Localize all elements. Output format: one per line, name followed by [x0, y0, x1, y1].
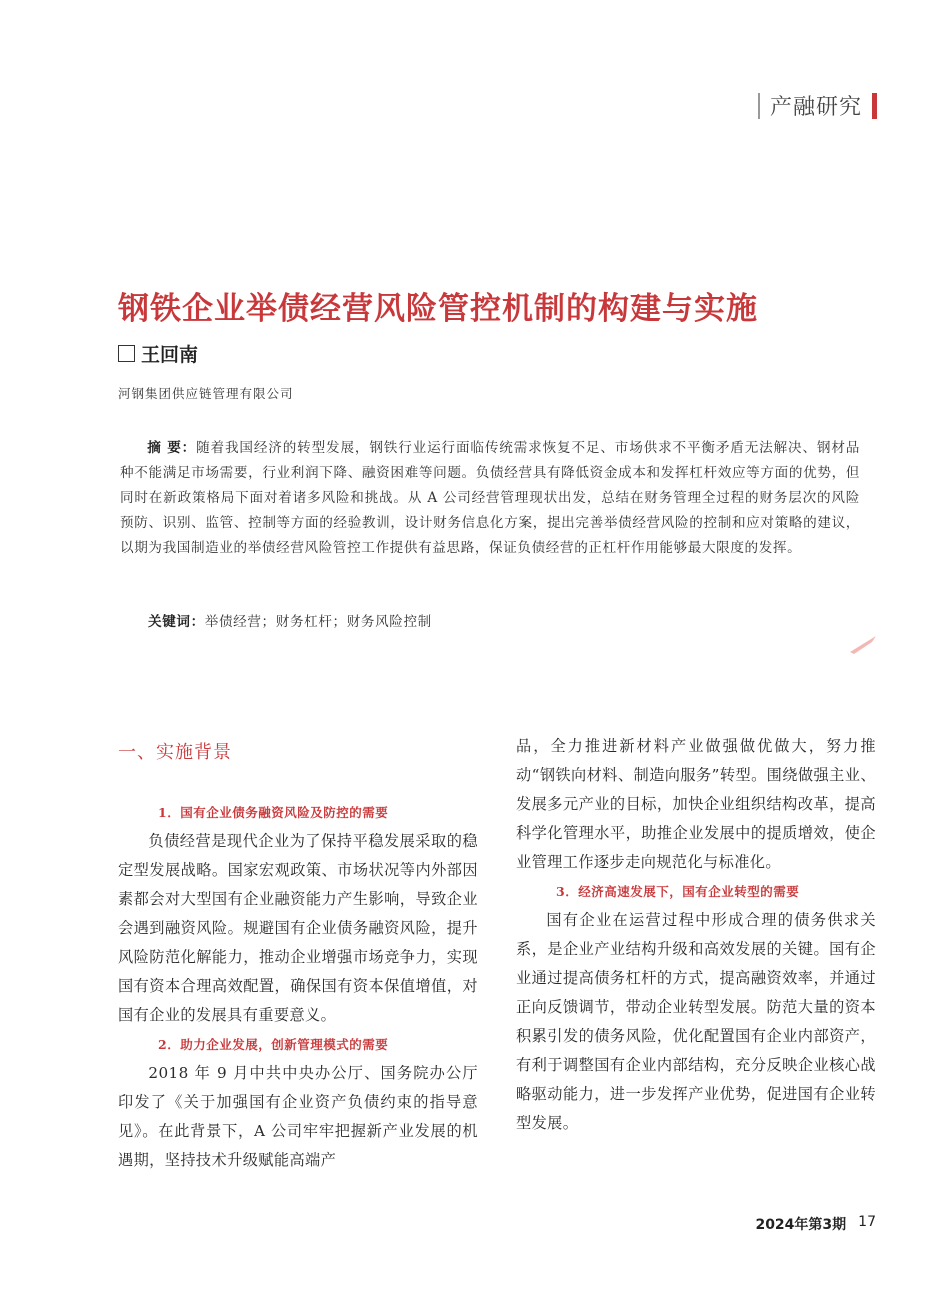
right-column	[516, 732, 876, 1138]
page-number: 17	[858, 1214, 876, 1230]
author-line	[118, 340, 198, 367]
page-footer	[755, 1214, 876, 1234]
paragraph-2: 2018 年 9 月中共中央办公厅、国务院办公厅印发了《关于加强国有企业资产负债约束的指导意见》。在此背景下，A 公司牢牢把握新产业发展的机遇期，坚持技术升级赋能高端产	[118, 1064, 478, 1169]
issue-label: 2024年第3期	[755, 1217, 847, 1233]
subsection-heading-2: 2．助力企业发展，创新管理模式的需要	[158, 1037, 389, 1052]
paragraph-1: 负债经营是现代企业为了保持平稳发展采取的稳定型发展战略。国家宏观政策、市场状况等内外部因素都会对大型国有企业融资能力产生影响，导致企业会遇到融资风险。规避国有企业债务融资风险，提升风险防范化解能力，推动企业增强市场竞争力，实现国有资本合理高效配置，确保国有资本保值增值，对国有企业的发展具有重要意义。	[118, 832, 478, 1024]
subsection-heading-3: 3．经济高速发展下，国有企业转型的需要	[556, 884, 800, 899]
subsection-heading-1: 1．国有企业债务融资风险及防控的需要	[158, 805, 389, 820]
keywords-label: 关键词：	[148, 614, 205, 630]
corner-decoration-icon	[850, 636, 876, 654]
paragraph-3: 国有企业在运营过程中形成合理的债务供求关系，是企业产业结构升级和高效发展的关键。国有企业通过提高债务杠杆的方式，提高融资效率，并通过正向反馈调节，带动企业转型发展。防范大量的资本积累引发的债务风险，优化配置国有企业内部资产，有利于调整国有企业内部结构，充分反映企业核心战略驱动能力，进一步发挥产业优势，促进国有企业转型发展。	[516, 911, 876, 1132]
keywords	[148, 610, 432, 630]
column-tag	[758, 90, 877, 121]
keywords-text: 举债经营；财务杠杆；财务风险控制	[204, 614, 432, 630]
left-column	[118, 738, 478, 1175]
column-accent-bar	[872, 93, 877, 119]
column-divider	[758, 93, 760, 119]
column-name: 产融研究	[769, 95, 862, 120]
abstract-text: 随着我国经济的转型发展，钢铁行业运行面临传统需求恢复不足、市场供求不平衡矛盾无法解决、钢材品种不能满足市场需要，行业利润下降、融资困难等问题。负债经营具有降低资金成本和发挥杠杆效应等方面的优势，但同时在新政策格局下面对着诸多风险和挑战。从 A 公司经营管理现状出发，总结在财务管理全过程的财务层次的风险预防、识别、监管、控制等方面的经验教训，设计财务信息化方案，提出完善举债经营风险的控制和应对策略的建议，以期为我国制造业的举债经营风险管控工作提供有益思路，保证负债经营的正杠杆作用能够最大限度的发挥。	[120, 440, 860, 556]
paragraph-2-continued: 品，全力推进新材料产业做强做优做大，努力推动“钢铁向材料、制造向服务”转型。围绕做强主业、发展多元产业的目标，加快企业组织结构改革，提高科学化管理水平，助推企业发展中的提质增效，使企业管理工作逐步走向规范化与标准化。	[516, 737, 876, 871]
author-box-icon	[118, 345, 135, 362]
author-name: 王回南	[141, 344, 199, 366]
article-title: 钢铁企业举债经营风险管控机制的构建与实施	[118, 291, 758, 327]
section-heading: 一、实施背景	[118, 742, 232, 763]
abstract-label: 摘 要：	[147, 440, 197, 456]
author-affiliation: 河钢集团供应链管理有限公司	[118, 386, 294, 401]
abstract	[120, 436, 860, 561]
